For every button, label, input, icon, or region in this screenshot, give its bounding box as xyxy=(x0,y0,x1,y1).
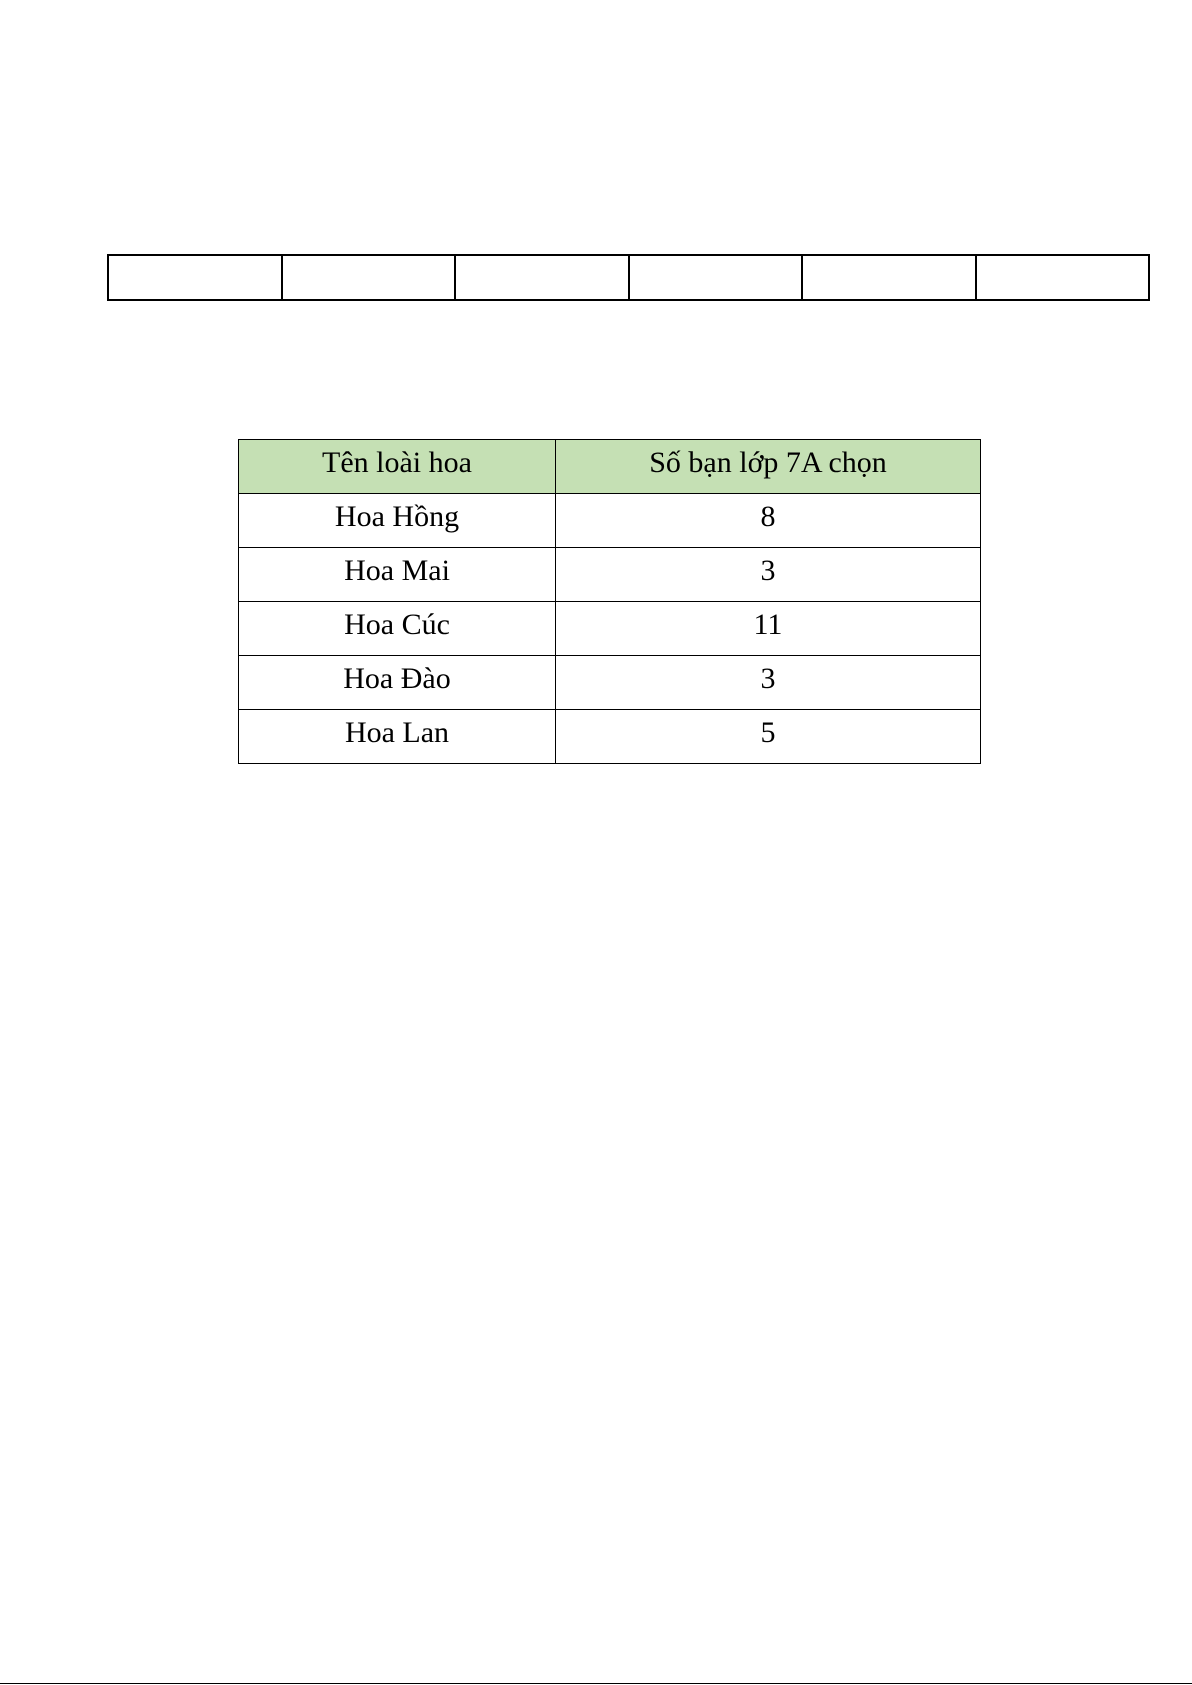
blank-table xyxy=(107,254,1150,301)
count-cell xyxy=(556,494,981,548)
blank-table-row xyxy=(108,255,1149,300)
page-bottom-rule xyxy=(0,1683,1192,1684)
table-row xyxy=(239,710,981,764)
table-row xyxy=(239,602,981,656)
count-cell xyxy=(556,656,981,710)
flower-name-cell xyxy=(239,656,556,710)
table-row xyxy=(239,494,981,548)
flower-name-cell xyxy=(239,548,556,602)
blank-cell-4 xyxy=(629,255,803,300)
count-cell xyxy=(556,710,981,764)
flower-name: Hoa Mai xyxy=(344,553,450,587)
flower-name-cell xyxy=(239,494,556,548)
blank-cell-6 xyxy=(976,255,1150,300)
student-count: 11 xyxy=(753,607,783,641)
count-cell xyxy=(556,548,981,602)
header-flower-name xyxy=(239,440,556,494)
flower-table-header-row xyxy=(239,440,981,494)
student-count: 3 xyxy=(760,553,776,587)
blank-cell-3 xyxy=(455,255,629,300)
flower-name-cell xyxy=(239,710,556,764)
table-row xyxy=(239,656,981,710)
header-student-count-text: Số bạn lớp 7A chọn xyxy=(649,445,887,479)
flower-name: Hoa Lan xyxy=(344,715,450,749)
blank-cell-2 xyxy=(282,255,456,300)
header-student-count xyxy=(556,440,981,494)
table-row xyxy=(239,548,981,602)
count-cell xyxy=(556,602,981,656)
student-count: 5 xyxy=(760,715,776,749)
blank-cell-5 xyxy=(802,255,976,300)
student-count: 3 xyxy=(760,661,776,695)
student-count: 8 xyxy=(760,499,776,533)
flower-name: Hoa Cúc xyxy=(344,607,450,641)
blank-cell-1 xyxy=(108,255,282,300)
flower-name: Hoa Đào xyxy=(343,661,451,695)
flower-table xyxy=(238,439,981,764)
flower-name: Hoa Hồng xyxy=(334,499,460,533)
flower-name-cell xyxy=(239,602,556,656)
header-flower-name-text: Tên loài hoa xyxy=(322,445,472,479)
